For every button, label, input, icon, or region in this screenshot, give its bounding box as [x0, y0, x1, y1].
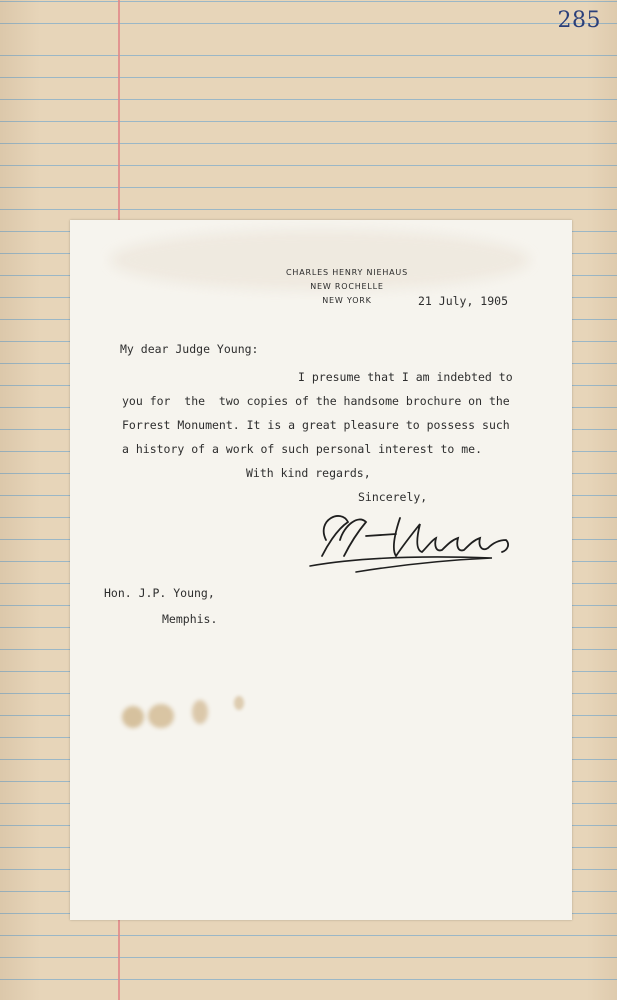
addressee-name: Hon. J.P. Young,: [104, 586, 215, 600]
letterhead-state: NEW YORK: [322, 296, 372, 305]
letterhead-name: CHARLES HENRY NIEHAUS: [286, 268, 408, 277]
body-line-4: a history of a work of such personal interest to me.: [122, 442, 483, 456]
body-line-3: Forrest Monument. It is a great pleasure to possess such: [122, 418, 510, 432]
closing-sincerely: Sincerely,: [358, 490, 428, 504]
stain-3: [192, 700, 208, 724]
stain-2: [148, 704, 174, 728]
addressee-city: Memphis.: [162, 612, 218, 626]
body-line-2: you for the two copies of the handsome brochure on the: [122, 394, 510, 408]
body-line-1: I presume that I am indebted to: [298, 370, 513, 384]
salutation: My dear Judge Young:: [120, 342, 259, 356]
stain-4: [234, 696, 244, 710]
page-number: 285: [557, 8, 601, 33]
letterhead-town: NEW ROCHELLE: [310, 282, 384, 291]
letter-sheet: [70, 220, 572, 920]
stain-1: [122, 706, 144, 728]
letter-date: 21 July, 1905: [418, 294, 509, 308]
closing-regards: With kind regards,: [246, 466, 371, 480]
signature: [296, 500, 546, 580]
